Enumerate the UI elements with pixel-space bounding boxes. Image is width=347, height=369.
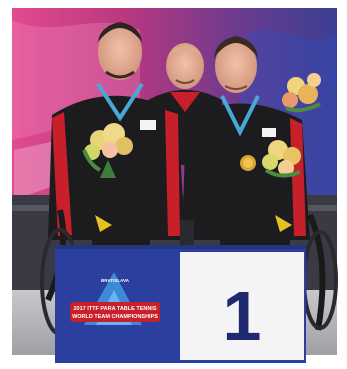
podium-place-number: 1 (222, 277, 262, 355)
podium-logo-bottom-line: WORLD TEAM CHAMPIONSHIPS (72, 314, 158, 320)
podium-logo-top-line: 2017 ITTF PARA TABLE TENNIS (73, 306, 157, 312)
podium-logo-location: BRATISLAVA (101, 278, 129, 283)
